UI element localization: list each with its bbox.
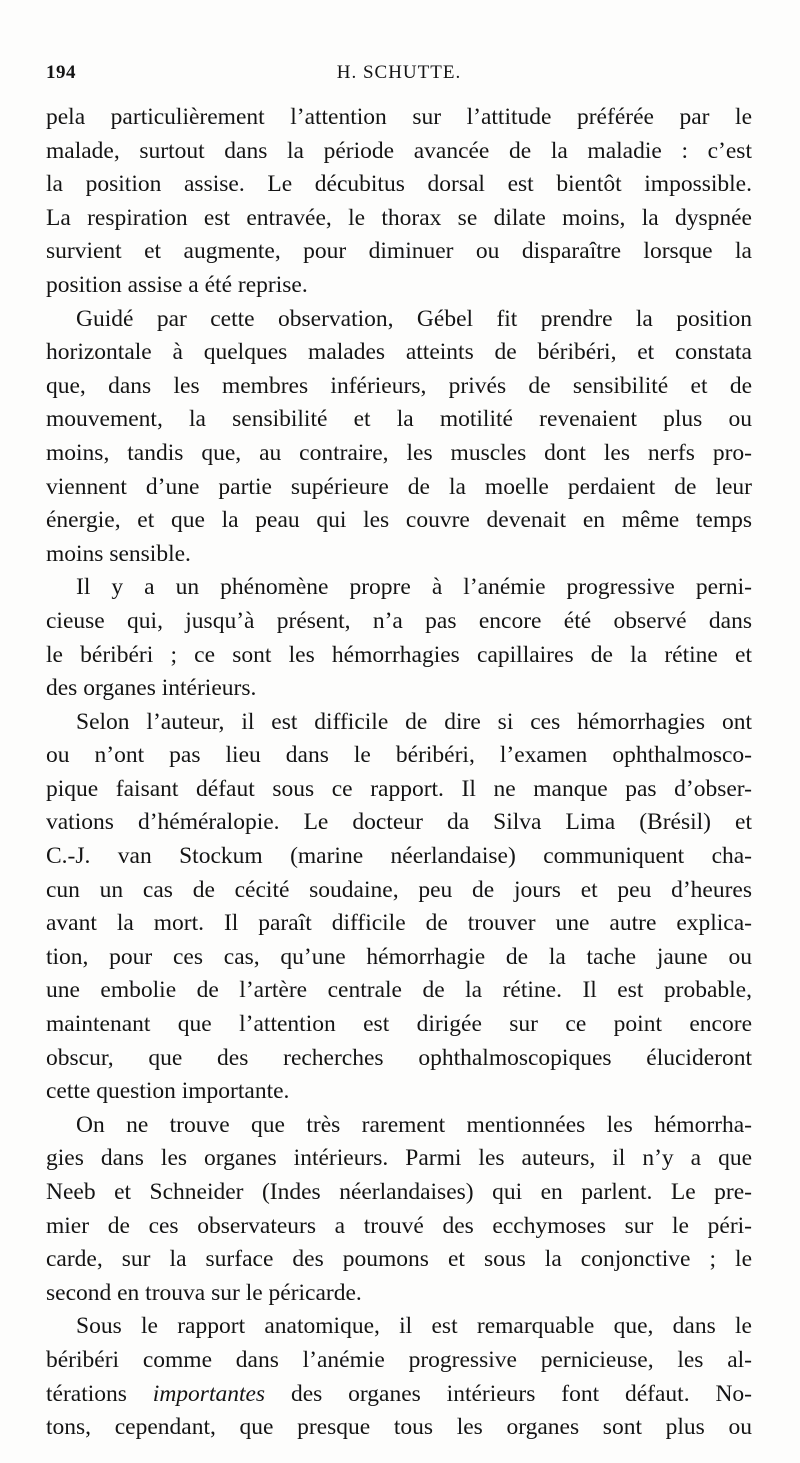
text-line: des organes intérieurs. [46, 675, 257, 702]
text-line [46, 1411, 752, 1445]
text-line: cette question importante. [46, 1078, 290, 1105]
text-line: moins sensible. [46, 540, 191, 567]
text-line: que, dans les membres inférieurs, privés de sensibilité et de [46, 372, 752, 399]
text-line: mouvement, la sensibilité et la motilité revenaient plus ou [46, 406, 752, 433]
text-run: térations [46, 1380, 153, 1407]
text-line: Guidé par cette observation, Gébel fit prendre la position [76, 305, 752, 332]
text-line: ou n’ont pas lieu dans le béribéri, l’examen ophthalmosco- [46, 742, 752, 769]
text-run: tons, cependant, que presque tous les organes sont plus ou [46, 1414, 752, 1441]
text-line: carde, sur la surface des poumons et sous la conjonctive ; le [46, 1246, 752, 1273]
text-line: horizontale à quelques malades atteints de béribéri, et constata [46, 339, 752, 366]
paragraph [46, 1109, 752, 1311]
body-text [46, 101, 752, 1445]
text-run: Sous le rapport anatomique, il est remarquable que, dans le [76, 1313, 752, 1340]
page-number: 194 [46, 62, 76, 83]
text-line: moins, tandis que, au contraire, les muscles dont les nerfs pro- [46, 439, 752, 466]
text-line: le béribéri ; ce sont les hémorrhagies capillaires de la rétine et [46, 641, 752, 668]
text-line: malade, surtout dans la période avancée de la maladie : c’est [46, 137, 752, 164]
text-line: second en trouva sur le péricarde. [46, 1279, 362, 1306]
text-run: béribéri comme dans l’anémie progressive pernicieuse, les al- [46, 1346, 752, 1373]
text-line: mier de ces observateurs a trouvé des ecchymoses sur le péri- [46, 1212, 752, 1239]
paragraph [46, 1310, 752, 1444]
text-line: La respiration est entravée, le thorax se dilate moins, la dyspnée [46, 204, 752, 231]
text-line: pique faisant défaut sous ce rapport. Il ne manque pas d’obser- [46, 775, 752, 802]
text-line: position assise a été reprise. [46, 271, 308, 298]
text-line: On ne trouve que très rarement mentionnées les hémorrha- [76, 1111, 752, 1138]
text-line: la position assise. Le décubitus dorsal est bientôt impossible. [46, 171, 752, 198]
italic-emphasis: importantes [152, 1380, 266, 1407]
text-line: cieuse qui, jusqu’à présent, n’a pas encore été observé dans [46, 607, 752, 634]
text-line: une embolie de l’artère centrale de la rétine. Il est probable, [46, 977, 752, 1004]
text-run: des organes intérieurs font défaut. No- [265, 1380, 752, 1407]
text-line: viennent d’une partie supérieure de la moelle perdaient de leur [46, 473, 752, 500]
text-line [46, 1310, 752, 1344]
text-line [46, 1378, 752, 1412]
text-line: cun un cas de cécité soudaine, peu de jours et peu d’heures [46, 876, 752, 903]
text-line: Selon l’auteur, il est difficile de dire si ces hémorrhagies ont [76, 708, 752, 735]
text-line: vations d’héméralopie. Le docteur da Silva Lima (Brésil) et [46, 809, 752, 836]
text-line: pela particulièrement l’attention sur l’attitude préférée par le [46, 104, 752, 130]
text-line: Neeb et Schneider (Indes néerlandaises) qui en parlent. Le pre- [46, 1179, 752, 1205]
text-line [46, 1344, 752, 1378]
running-title: H. SCHUTTE. [336, 62, 462, 83]
text-line: Il y a un phénomène propre à l’anémie progressive perni- [76, 574, 752, 601]
paragraph [46, 303, 752, 572]
text-line: énergie, et que la peau qui les couvre devenait en même temps [46, 507, 752, 534]
paragraph [46, 571, 752, 705]
text-line: gies dans les organes intérieurs. Parmi les auteurs, il n’y a que [46, 1145, 752, 1172]
text-line: survient et augmente, pour diminuer ou disparaître lorsque la [46, 238, 752, 265]
text-line: avant la mort. Il paraît difficile de trouver une autre explica- [46, 910, 752, 937]
text-line: obscur, que des recherches ophthalmoscopiques élucideront [46, 1044, 752, 1071]
text-line: tion, pour ces cas, qu’une hémorrhagie de la tache jaune ou [46, 943, 752, 970]
text-line: C.-J. van Stockum (marine néerlandaise) communiquent cha- [46, 843, 752, 870]
paragraph [46, 706, 752, 1109]
text-line: maintenant que l’attention est dirigée sur ce point encore [46, 1011, 752, 1038]
running-head [46, 62, 752, 92]
paragraph [46, 101, 752, 303]
